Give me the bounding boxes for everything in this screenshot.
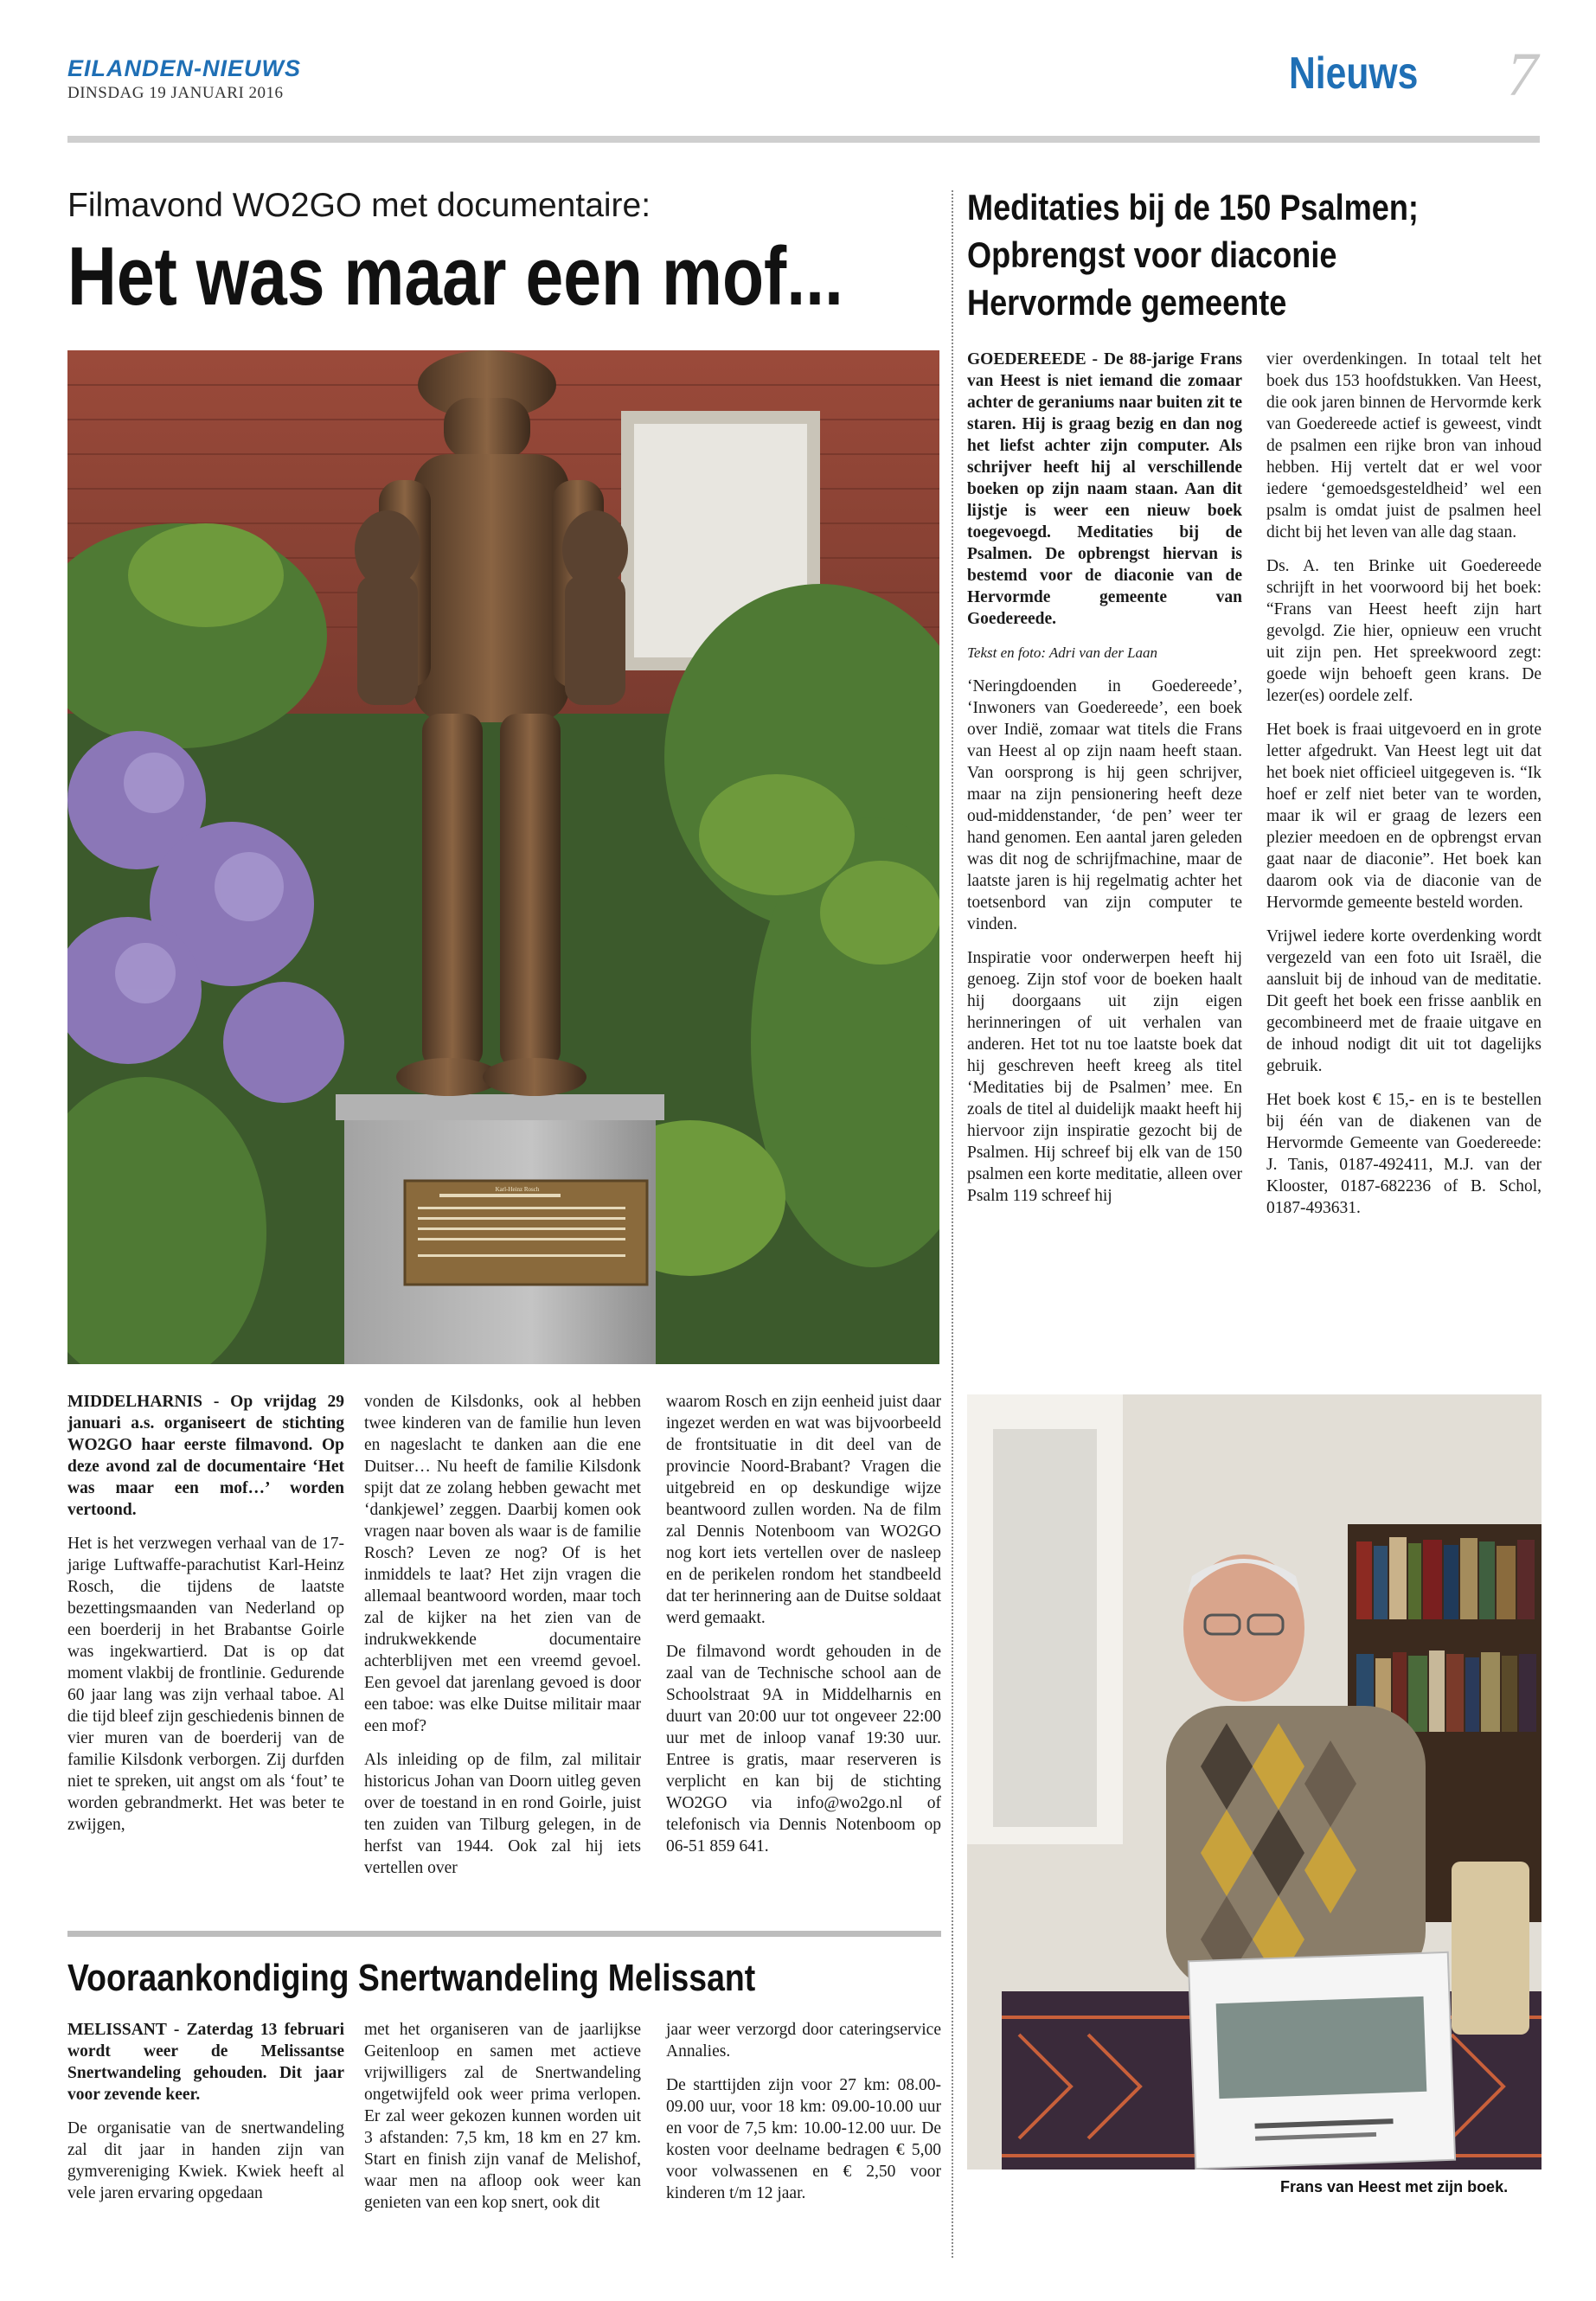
headline-line: Opbrengst voor diaconie (967, 234, 1337, 275)
paragraph: Ds. A. ten Brinke uit Goedereede schrijft in het voorwoord bij het boek: “Frans van Heest heeft zijn hart gevolgd. Zie hier, opnieuw een vrucht uit zijn pen. Het spreekwoord zegt: goede wijn behoeft geen krans. De lezer(es) oordele zelf. (1266, 557, 1542, 705)
header-divider (67, 136, 1540, 143)
article-lead: GOEDEREEDE - De 88-jarige Frans van Heest is niet iemand die zomaar achter de geraniums naar buiten zit te staren. Hij is graag bezig en dan nog het liefst achter zijn computer. Als schrijver heeft hij al verschillende boeken op zijn naam staan. Aan dit lijstje is weer een nieuw boek toegevoegd. Meditaties bij de Psalmen. De opbrengst hiervan is bestemd voor de diaconie van de Hervormde gemeente van Goedereede. (967, 350, 1242, 628)
article-lead: MIDDELHARNIS - Op vrijdag 29 januari a.s. organiseert de stichting WO2GO haar eerste filmavond. Op deze avond zal de documentaire ‘Het was maar een mof…’ worden vertoond. (67, 1393, 344, 1519)
psalmen-column-1 (967, 349, 1242, 1219)
paragraph: Het is het verzwegen verhaal van de 17-jarige Luftwaffe-parachutist Karl-Heinz Rosch, die tijdens de laatste bezettingsmaanden van Nederland op een boerderij in het Brabantse Goirle was ingekwartierd. Dat is op dat moment vlakbij de frontlinie. Gedurende 60 jaar lang was zijn verhaal taboe. Al die tijd bleef zijn geschiedenis binnen de vier muren van de boerderij van de familie Kilsdonk verborgen. Zij durfden niet te spreken, uit angst om als ‘fout’ te worden gebrandmerkt. Het was beter te zwijgen, (67, 1535, 344, 1834)
headline-line: Meditaties bij de 150 Psalmen; (967, 187, 1419, 228)
paragraph: vonden de Kilsdonks, ook al hebben twee kinderen van de familie hun leven en nageslacht te danken aan die ene Duitser… Nu heeft de familie Kilsdonk spijt dat ze zolang hebben gewacht met ‘dankjewel’ zeggen. Daarbij komen ook vragen naar boven als waar is de familie Rosch? Leven ze nog? Of is het inmiddels te laat? Het zijn vragen die allemaal beantwoord worden, maar toch zal de kijker na het zien van de indrukwekkende documentaire achterblijven met een vreemd gevoel. Een gevoel dat jarenlang gevoed is door een taboe: was elke Duitse militair maar een mof? (364, 1393, 641, 1735)
paragraph: jaar weer verzorgd door cateringservice Annalies. (666, 2021, 941, 2061)
headline-line: Hervormde gemeente (967, 282, 1287, 323)
author-photo (967, 1394, 1542, 2170)
paragraph: De starttijden zijn voor 27 km: 08.00- 09.00 uur, voor 18 km: 09.00-10.00 uur en voor de 7,5 km: 10.00-12.00 uur. De kosten voor deelname bedragen € 5,00 voor volwassenen en € 2,50 voor kinderen t/m 12 jaar. (666, 2076, 941, 2202)
paragraph: De filmavond wordt gehouden in de zaal van de Technische school aan de Schoolstraat 9A in Middelharnis en duurt van 20:00 uur tot ongeveer 22:00 uur met de inloop vanaf 19:30 uur. Entree is gratis, maar reserveren is verplicht en kan bij de stichting WO2GO via info@wo2go.nl of telefonisch via Dennis Notenboom op 06-51 859 641. (666, 1643, 941, 1856)
page-number: 7 (1507, 40, 1538, 109)
photo-caption: Frans van Heest met zijn boek. (1280, 2178, 1509, 2195)
paragraph: waarom Rosch en zijn eenheid juist daar ingezet werden en wat was bijvoorbeeld de frontsituatie in dit deel van de provincie Noord-Brabant? Vragen die uitgebreid en op deskundige wijze beantwoord zullen worden. Na de film zal Dennis Notenboom van WO2GO nog kort iets vertellen over de nasleep en de perikelen rondom het standbeeld dat ter herinnering aan de Duitse soldaat werd gemaakt. (666, 1393, 941, 1627)
article-lead: MELISSANT - Zaterdag 13 februari wordt weer de Melissantse Snertwandeling gehouden. Dit jaar voor zevende keer. (67, 2021, 344, 2104)
psalmen-column-2 (1266, 349, 1542, 1231)
statue-photo (67, 350, 939, 1364)
mof-column-1 (67, 1391, 344, 1848)
section-divider (67, 1931, 941, 1937)
paragraph: Inspiratie voor onderwerpen heeft hij genoeg. Zijn stof voor de boeken haalt hij doorgaans uit zijn eigen herinneringen of uit verhalen van anderen. Het tot nu toe laatste boek dat hij geschreven heeft kreeg als titel ‘Meditaties bij de Psalmen’ mee. En zoals de titel al duidelijk maakt heeft hij hiervoor zijn inspiratie gezocht bij de Psalmen. Hij schreef bij elk van de 150 psalmen een korte meditatie, alleen over Psalm 119 schreef hij (967, 949, 1242, 1205)
paragraph: Vrijwel iedere korte overdenking wordt vergezeld van een foto uit Israël, die aansluit bij de inhoud van de meditatie. Dit geeft het boek een frisse aanblik en gecombineerd met de fraaie uitgave en de inhoud nodigt dit uit tot dagelijks gebruik. (1266, 927, 1542, 1075)
mof-column-3 (666, 1391, 941, 1869)
snert-column-1 (67, 2019, 344, 2216)
paragraph: De organisatie van de snertwandeling zal dit jaar in handen zijn van gymvereniging Kwiek. Kwiek heeft al vele jaren ervaring opgedaan (67, 2119, 344, 2202)
column-separator (952, 190, 953, 2258)
newspaper-logo: EILANDEN-NIEUWS (67, 55, 301, 81)
issue-date: DINSDAG 19 JANUARI 2016 (67, 84, 284, 102)
paragraph: Het boek is fraai uitgevoerd en in grote letter afgedrukt. Van Heest legt uit dat het boek niet officieel uitgegeven is. “Ik hoef er zelf niet beter van te worden, maar ik wil er graag de lezers een plezier meedoen en de opbrengst ervan gaat naar de diaconie”. Het boek kan daarom ook via de diaconie van de Hervormde gemeente besteld worden. (1266, 721, 1542, 912)
psalmen-headline (967, 183, 1419, 326)
article-kicker: Filmavond WO2GO met documentaire: (67, 187, 651, 224)
paragraph: Het boek kost € 15,- en is te bestellen bij één van de diakenen van de Hervormde Gemeente van Goedereede: J. Tanis, 0187-492411, M.J. van der Klooster, 0187-682236 of B. Schol, 0187-493631. (1266, 1091, 1542, 1217)
paragraph: Als inleiding op de film, zal militair historicus Johan van Doorn uitleg geven over de toestand in en rond Goirle, juist ten zuiden van Tilburg gelegen, in de herfst van 1944. Ook zal hij iets vertellen over (364, 1751, 641, 1877)
paragraph: met het organiseren van de jaarlijkse Geitenloop en samen met actieve vrijwilligers zal de Snertwandeling ongetwijfeld ook weer prima verlopen. Er zal weer gekozen kunnen worden uit 3 afstanden: 7,5 km, 18 km en 27 km. Start en finish zijn vanaf de Melishof, waar men na afloop ook weer kan genieten van een kop snert, ook dit (364, 2021, 641, 2212)
paragraph: ‘Neringdoenden in Goedereede’, ‘Inwoners van Goedereede’, een boek over Indië, zomaar wat titels die Frans van Heest al op zijn naam heeft staan. Van oorsprong is hij geen schrijver, maar na zijn pensionering heeft deze oud-middenstander, ‘de pen’ weer ter hand genomen. Een aantal jaren geleden was dit nog de schrijfmachine, maar de laatste jaren is hij regelmatig achter het toetsenbord van zijn computer te vinden. (967, 677, 1242, 933)
snert-headline: Vooraankondiging Snertwandeling Melissant (67, 1957, 756, 1999)
plaque-title: Karl-Heinz Rosch (495, 1186, 540, 1193)
article-headline: Het was maar een mof... (67, 230, 843, 323)
paragraph: vier overdenkingen. In totaal telt het boek dus 153 hoofdstukken. Van Heest, die ook jaren binnen de Hervormde kerk van Goedereede actief is geweest, vindt de psalmen een rijke bron van inhoud hebben. Hij vertelt dat er wel voor iedere ‘gemoedsgesteldheid’ wel een psalm is omdat juist de psalmen heel dicht bij het leven van alle dag staan. (1266, 350, 1542, 542)
snert-column-2 (364, 2019, 641, 2226)
photo-credit: Tekst en foto: Adri van der Laan (967, 644, 1158, 661)
mof-column-2 (364, 1391, 641, 1891)
section-title: Nieuws (1289, 48, 1419, 99)
snert-column-3 (666, 2019, 941, 2216)
